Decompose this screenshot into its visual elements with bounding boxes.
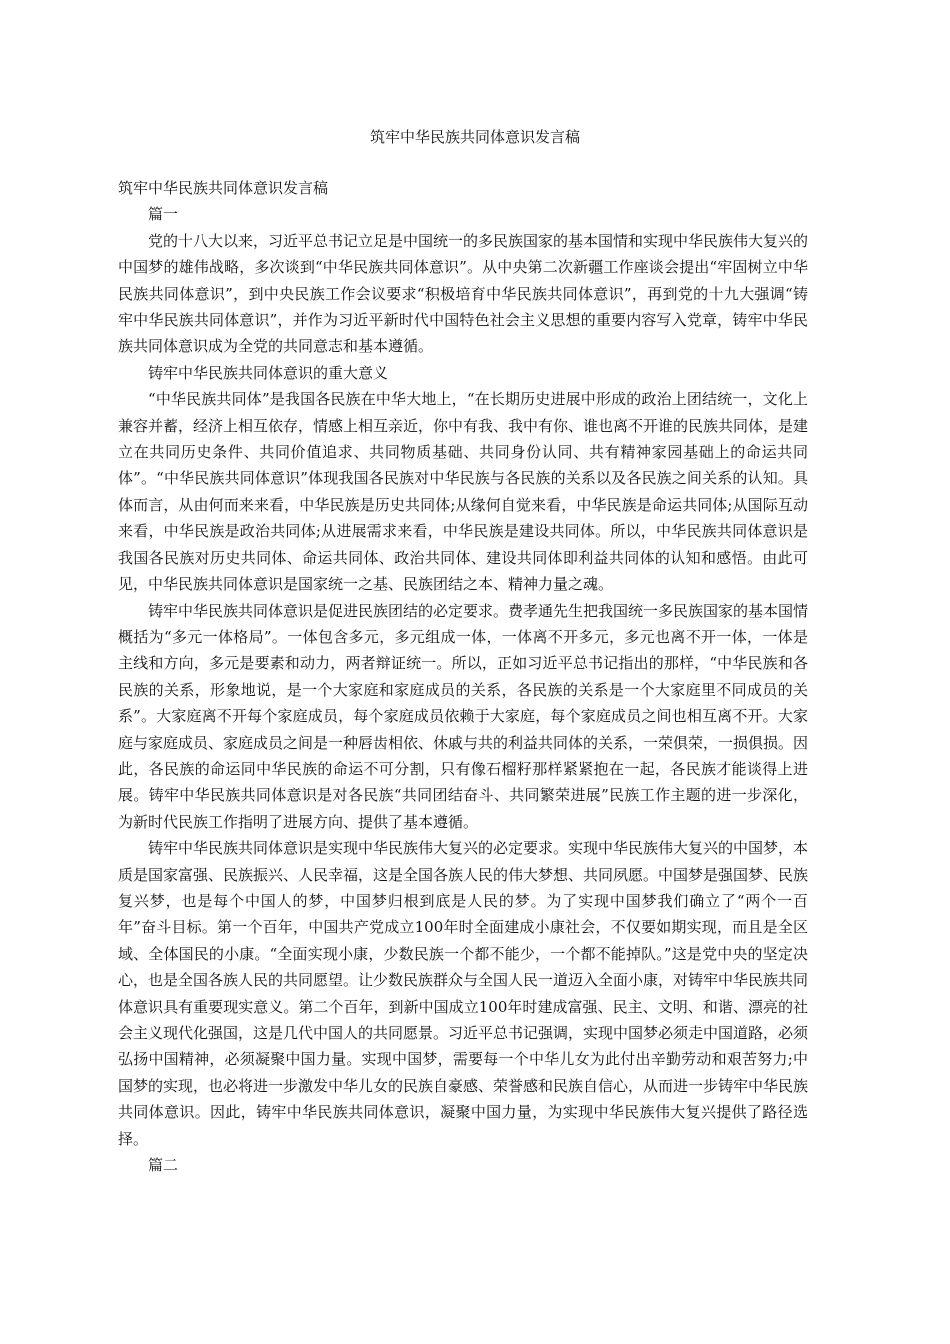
paragraph-community-definition: “中华民族共同体”是我国各民族在中华大地上，“在长期历史进展中形成的政治上团结统一，文化上兼容并蓄，经济上相互依存，情感上相互亲近，你中有我、我中有你、谁也离不开谁的民族共同体，是建立在共同历史条件、共同价值追求、共同物质基础、共同身份认同、共有精神家园基础上的命运共同体”。“中华民族共同体意识”体现我国各民族对中华民族与各民族的关系以及各民族之间关系的认知。具体而言，从由何而来来看，中华民族是历史共同体;从缘何自觉来看，中华民族是命运共同体;从国际互动来看，中华民族是政治共同体;从进展需求来看，中华民族是建设共同体。所以，中华民族共同体意识是我国各民族对历史共同体、命运共同体、政治共同体、建设共同体即利益共同体的认知和感悟。由此可见，中华民族共同体意识是国家统一之基、民族团结之本、精神力量之魂。 bbox=[118, 390, 809, 594]
document-title: 筑牢中华民族共同体意识发言稿 bbox=[369, 128, 580, 146]
section-label-1: 篇一 bbox=[148, 205, 179, 224]
paragraph-great-rejuvenation: 铸牢中华民族共同体意识是实现中华民族伟大复兴的必定要求。实现中华民族伟大复兴的中国梦，本质是国家富强、民族振兴、人民幸福，这是全国各族人民的伟大梦想、共同夙愿。中国梦是强国梦、民族复兴梦，也是每个中国人的梦，中国梦归根到底是人民的梦。为了实现中国梦我们确立了“两个一百年”奋斗目标。第一个百年，中国共产党成立100年时全面建成小康社会，不仅要如期实现，而且是全区域、全体国民的小康。“全面实现小康，少数民族一个都不能少，一个都不能掉队。”这是党中央的坚定决心，也是全国各族人民的共同愿望。让少数民族群众与全国人民一道迈入全面小康，对铸牢中华民族共同体意识具有重要现实意义。第二个百年，到新中国成立100年时建成富强、民主、文明、和谐、漂亮的社会主义现代化强国，这是几代中国人的共同愿景。习近平总书记强调，实现中国梦必须走中国道路，必须弘扬中国精神，必须凝聚中国力量。实现中国梦，需要每一个中华儿女为此付出辛勤劳动和艰苦努力;中国梦的实现，也必将进一步激发中华儿女的民族自豪感、荣誉感和民族自信心，从而进一步铸牢中华民族共同体意识。因此，铸牢中华民族共同体意识，凝聚中国力量，为实现中华民族伟大复兴提供了路径选择。 bbox=[118, 839, 809, 1148]
document-subtitle: 筑牢中华民族共同体意识发言稿 bbox=[118, 179, 329, 197]
paragraph-ethnic-unity: 铸牢中华民族共同体意识是促进民族团结的必定要求。费孝通先生把我国统一多民族国家的基本国情概括为“多元一体格局”。一体包含多元，多元组成一体，一体离不开多元，多元也离不开一体，一体是主线和方向，多元是要素和动力，两者辩证统一。所以，正如习近平总书记指出的那样，“中华民族和各民族的关系，形象地说，是一个大家庭和家庭成员的关系，各民族的关系是一个大家庭里不同成员的关系”。大家庭离不开每个家庭成员，每个家庭成员依赖于大家庭，每个家庭成员之间也相互离不开。大家庭与家庭成员、家庭成员之间是一种唇齿相依、休戚与共的利益共同体的关系，一荣俱荣，一损俱损。因此，各民族的命运同中华民族的命运不可分割，只有像石榴籽那样紧紧抱在一起，各民族才能谈得上进展。铸牢中华民族共同体意识是对各民族“共同团结奋斗、共同繁荣进展”民族工作主题的进一步深化，为新时代民族工作指明了进展方向、提供了基本遵循。 bbox=[118, 601, 809, 831]
section-label-2: 篇二 bbox=[148, 1156, 179, 1175]
section-heading-significance: 铸牢中华民族共同体意识的重大意义 bbox=[148, 363, 389, 382]
paragraph-intro: 党的十八大以来，习近平总书记立足是中国统一的多民族国家的基本国情和实现中华民族伟大复兴的中国梦的雄伟战略，多次谈到“中华民族共同体意识”。从中央第二次新疆工作座谈会提出“牢固树立中华民族共同体意识”，到中央民族工作会议要求“积极培育中华民族共同体意识”，再到党的十九大强调“铸牢中华民族共同体意识”，并作为习近平新时代中国特色社会主义思想的重要内容写入党章，铸牢中华民族共同体意识成为全党的共同意志和基本遵循。 bbox=[118, 231, 809, 356]
document-body bbox=[118, 175, 808, 1178]
